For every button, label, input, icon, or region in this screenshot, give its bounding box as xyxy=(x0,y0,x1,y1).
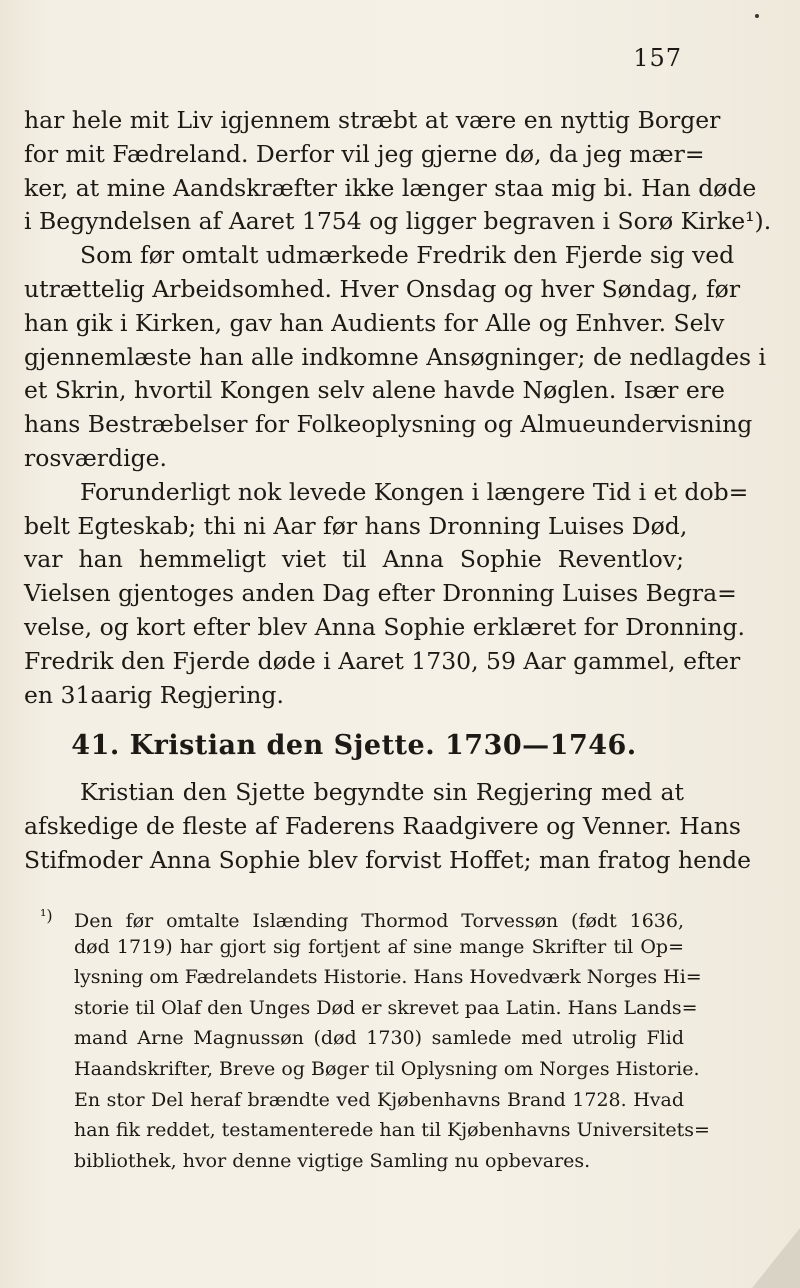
text-line: Vielsen gjentoges anden Dag efter Dronning Luises Begra= xyxy=(24,579,737,608)
text-line: afskedige de fleste af Faderens Raadgivere og Venner. Hans xyxy=(24,811,741,840)
footnote-line xyxy=(40,901,684,932)
text-line: for mit Fædreland. Derfor vil jeg gjerne dø, da jeg mær= xyxy=(24,139,705,168)
section-text xyxy=(24,776,752,877)
text-line: Forunderligt nok levede Kongen i længere Tid i et dob= xyxy=(80,477,749,506)
section-heading: 41. Kristian den Sjette. 1730—1746. xyxy=(71,730,637,761)
text-line: har hele mit Liv igjennem stræbt at være en nyttig Borger xyxy=(24,106,721,134)
footnote-line: En stor Del heraf brændte ved Kjøbenhavns Brand 1728. Hvad xyxy=(74,1088,684,1111)
text-line: Stifmoder Anna Sophie blev forvist Hoffet; man fratog hende xyxy=(24,845,752,874)
text-line: Kristian den Sjette begyndte sin Regjering med at xyxy=(80,778,684,806)
footnote-line: lysning om Fædrelandets Historie. Hans Hovedværk Norges Hi= xyxy=(74,966,702,989)
footnote-line: mand Arne Magnussøn (død 1730) samlede med utrolig Flid xyxy=(74,1027,684,1050)
footnote-marker: ¹) xyxy=(40,906,53,925)
body-text xyxy=(24,104,772,712)
text-line: hans Bestræbelser for Folkeoplysning og Almueundervisning xyxy=(24,410,753,439)
text-line: et Skrin, hvortil Kongen selv alene havde Nøglen. Især ere xyxy=(24,376,725,405)
text-line: i Begyndelsen af Aaret 1754 og ligger begraven i Sorø Kirke¹). xyxy=(24,207,772,236)
footnote-text: Den før omtalte Islænding Thormod Torvessøn (født 1636, xyxy=(74,910,684,932)
text-line: belt Egteskab; thi ni Aar før hans Dronning Luises Død, xyxy=(24,511,688,540)
text-line: en 31aarig Regjering. xyxy=(24,680,284,709)
text-line: var han hemmeligt viet til Anna Sophie Reventlov; xyxy=(24,545,684,574)
text-line: utrættelig Arbeidsomhed. Hver Onsdag og hver Søndag, før xyxy=(24,274,741,303)
footnote-line: bibliothek, hvor denne vigtige Samling nu opbevares. xyxy=(74,1149,591,1172)
text-line: ker, at mine Aandskræfter ikke længer staa mig bi. Han døde xyxy=(24,173,757,202)
footnote xyxy=(40,901,710,1176)
footnote-line: storie til Olaf den Unges Død er skrevet paa Latin. Hans Lands= xyxy=(74,996,698,1019)
text-line: rosværdige. xyxy=(24,443,168,472)
page-number: 157 xyxy=(633,44,682,72)
footnote-line: død 1719) har gjort sig fortjent af sine mange Skrifter til Op= xyxy=(74,935,684,958)
text-line: gjennemlæste han alle indkomne Ansøgninger; de nedlagdes i xyxy=(24,342,767,371)
text-line: han gik i Kirken, gav han Audients for Alle og Enhver. Selv xyxy=(24,308,725,337)
text-line: Som før omtalt udmærkede Fredrik den Fjerde sig ved xyxy=(80,241,735,270)
ink-speck xyxy=(755,14,759,18)
text-line: velse, og kort efter blev Anna Sophie erklæret for Dronning. xyxy=(24,612,745,641)
footnote-line: han fik reddet, testamenterede han til Kjøbenhavns Universitets= xyxy=(74,1119,710,1142)
footnote-line: Haandskrifter, Breve og Bøger til Oplysning om Norges Historie. xyxy=(74,1057,700,1080)
text-line: Fredrik den Fjerde døde i Aaret 1730, 59 Aar gammel, efter xyxy=(24,646,741,675)
folded-corner xyxy=(752,1228,800,1288)
